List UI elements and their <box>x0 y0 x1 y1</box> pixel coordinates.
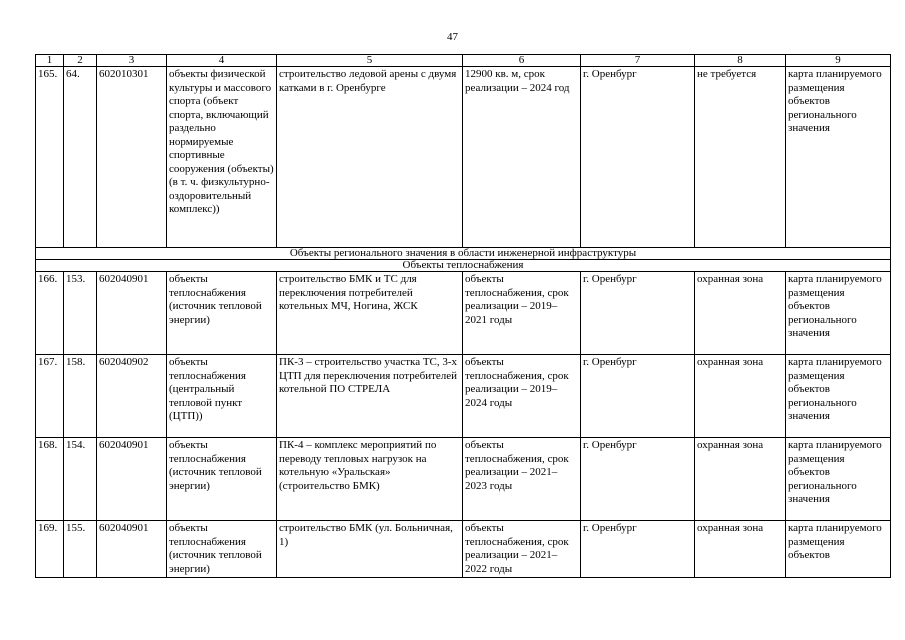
table-row <box>36 438 891 521</box>
object-type-cell: объекты теплоснабжения (источник тепловой энергии) <box>167 272 277 355</box>
table-row <box>36 67 891 248</box>
description-cell: ПК-4 – комплекс мероприятий по переводу тепловых нагрузок на котельную «Уральская» (строительство БМК) <box>277 438 463 521</box>
table-row <box>36 521 891 578</box>
table-row <box>36 355 891 438</box>
page-number: 47 <box>447 31 458 43</box>
description-cell: строительство ледовой арены с двумя катками в г. Оренбурге <box>277 67 463 248</box>
header-cell: 6 <box>463 55 581 67</box>
location-cell: г. Оренбург <box>581 355 695 438</box>
zone-cell: не требуется <box>695 67 786 248</box>
map-cell: карта планируемого размещения объектов регионального значения <box>786 438 891 521</box>
header-cell: 2 <box>64 55 97 67</box>
row-number-cell: 168. <box>36 438 64 521</box>
header-cell: 8 <box>695 55 786 67</box>
header-cell: 4 <box>167 55 277 67</box>
row-number-cell: 169. <box>36 521 64 578</box>
header-row <box>36 55 891 67</box>
code-cell: 602010301 <box>97 67 167 248</box>
header-cell: 9 <box>786 55 891 67</box>
zone-cell: охранная зона <box>695 355 786 438</box>
section-row <box>36 248 891 260</box>
row-number-cell: 165. <box>36 67 64 248</box>
object-type-cell: объекты теплоснабжения (источник тепловой энергии) <box>167 521 277 578</box>
code-cell: 602040901 <box>97 272 167 355</box>
parameters-cell: объекты теплоснабжения, срок реализации – 2019–2021 годы <box>463 272 581 355</box>
header-cell: 1 <box>36 55 64 67</box>
description-cell: ПК-3 – строительство участка ТС, 3-х ЦТП для переключения потребителей котельной ПО СТРЕЛА <box>277 355 463 438</box>
location-cell: г. Оренбург <box>581 67 695 248</box>
location-cell: г. Оренбург <box>581 438 695 521</box>
header-cell: 7 <box>581 55 695 67</box>
zone-cell: охранная зона <box>695 438 786 521</box>
description-cell: строительство БМК и ТС для переключения потребителей котельных МЧ, Ногина, ЖСК <box>277 272 463 355</box>
code-cell: 602040902 <box>97 355 167 438</box>
description-cell: строительство БМК (ул. Больничная, 1) <box>277 521 463 578</box>
code-cell: 602040901 <box>97 521 167 578</box>
map-cell: карта планируемого размещения объектов регионального значения <box>786 67 891 248</box>
section-row <box>36 260 891 272</box>
map-cell: карта планируемого размещения объектов регионального значения <box>786 355 891 438</box>
object-type-cell: объекты теплоснабжения (источник тепловой энергии) <box>167 438 277 521</box>
location-cell: г. Оренбург <box>581 272 695 355</box>
zone-cell: охранная зона <box>695 521 786 578</box>
objects-table <box>35 54 891 578</box>
parameters-cell: объекты теплоснабжения, срок реализации – 2019–2024 годы <box>463 355 581 438</box>
row-number-cell: 166. <box>36 272 64 355</box>
object-type-cell: объекты теплоснабжения (центральный тепловой пункт (ЦТП)) <box>167 355 277 438</box>
parameters-cell: объекты теплоснабжения, срок реализации – 2021–2022 годы <box>463 521 581 578</box>
item-number-cell: 154. <box>64 438 97 521</box>
object-type-cell: объекты физической культуры и массового спорта (объект спорта, включающий раздельно нормируемые спортивные сооружения (объекты) (в т. ч. физкультурно-оздоровительный комплекс)) <box>167 67 277 248</box>
item-number-cell: 64. <box>64 67 97 248</box>
map-cell: карта планируемого размещения объектов <box>786 521 891 578</box>
map-cell: карта планируемого размещения объектов регионального значения <box>786 272 891 355</box>
table-row <box>36 272 891 355</box>
item-number-cell: 158. <box>64 355 97 438</box>
header-cell: 5 <box>277 55 463 67</box>
section-heading-infrastructure: Объекты регионального значения в области инженерной инфраструктуры <box>36 248 891 260</box>
item-number-cell: 155. <box>64 521 97 578</box>
section-heading-heat: Объекты теплоснабжения <box>36 260 891 272</box>
parameters-cell: 12900 кв. м, срок реализации – 2024 год <box>463 67 581 248</box>
header-cell: 3 <box>97 55 167 67</box>
code-cell: 602040901 <box>97 438 167 521</box>
item-number-cell: 153. <box>64 272 97 355</box>
zone-cell: охранная зона <box>695 272 786 355</box>
parameters-cell: объекты теплоснабжения, срок реализации – 2021–2023 годы <box>463 438 581 521</box>
row-number-cell: 167. <box>36 355 64 438</box>
location-cell: г. Оренбург <box>581 521 695 578</box>
